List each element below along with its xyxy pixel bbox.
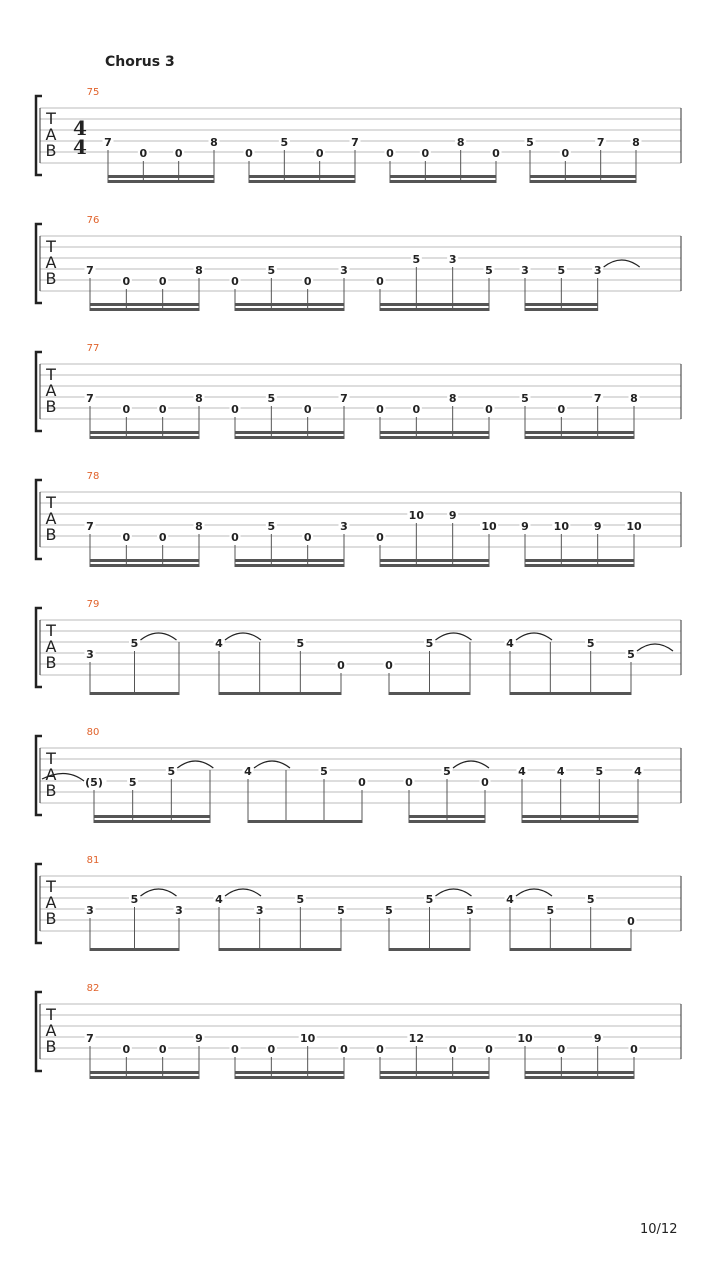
fret-number: 5 (586, 893, 595, 906)
tab-clef-letter: A (45, 509, 57, 528)
beam (235, 303, 344, 306)
fret-number: 5 (546, 904, 555, 917)
fret-number: 10 (626, 520, 642, 533)
beam (525, 1076, 634, 1079)
fret-number: 0 (376, 275, 384, 288)
fret-number: 9 (448, 509, 457, 522)
tie-arc (254, 761, 290, 768)
fret-number: 0 (303, 531, 312, 544)
fret-number: 0 (627, 915, 635, 928)
beam (530, 175, 636, 178)
measure-number: 76 (86, 215, 100, 226)
measure-number: 75 (86, 87, 100, 98)
fret-number: 3 (448, 253, 457, 266)
measure-number: 82 (86, 983, 100, 994)
tab-clef-letter: T (46, 877, 56, 896)
beam (380, 559, 489, 562)
beam (90, 431, 199, 434)
beam (219, 948, 341, 951)
fret-number: 7 (593, 392, 602, 405)
beam (409, 815, 485, 818)
fret-number: 0 (376, 403, 384, 416)
beam (380, 436, 489, 439)
beam (522, 820, 638, 823)
beam (90, 1071, 199, 1074)
tab-clef-letter: T (46, 493, 56, 512)
page-number: 10/12 (640, 1222, 678, 1237)
fret-number: 0 (376, 1043, 384, 1056)
measure-number: 80 (86, 727, 100, 738)
measure-number: 78 (86, 471, 100, 482)
beam (380, 308, 489, 311)
fret-number: 0 (385, 659, 393, 672)
fret-number: 9 (521, 520, 529, 533)
beam (380, 564, 489, 567)
fret-number: 7 (86, 520, 94, 533)
fret-number: 0 (158, 403, 167, 416)
fret-number: 3 (86, 648, 94, 661)
tab-clef-letter: B (45, 909, 57, 928)
beam (94, 815, 210, 818)
fret-number: 0 (158, 275, 167, 288)
measure-number: 81 (86, 855, 100, 866)
measure-number: 77 (86, 343, 100, 354)
beam (235, 431, 344, 434)
fret-number: 0 (412, 403, 421, 416)
fret-number: 4 (215, 637, 223, 650)
fret-number: 5 (296, 637, 305, 650)
tie-arc (453, 761, 489, 768)
tab-clef-letter: B (45, 141, 57, 160)
tab-clef-letter: A (45, 381, 57, 400)
tie-arc (225, 633, 261, 640)
fret-number: 5 (557, 264, 566, 277)
fret-number: 0 (561, 147, 570, 160)
beam (90, 303, 199, 306)
beam (249, 180, 355, 183)
measure-number: 79 (86, 599, 100, 610)
fret-number: 0 (485, 403, 493, 416)
fret-number: 3 (86, 904, 94, 917)
beam (525, 303, 598, 306)
fret-number: 0 (231, 403, 239, 416)
beam (389, 692, 470, 695)
beam (235, 1071, 344, 1074)
fret-number: 8 (632, 136, 640, 149)
tab-clef-letter: T (46, 1005, 56, 1024)
tie-arc (637, 644, 673, 651)
tie-arc (225, 889, 261, 896)
beam (219, 692, 341, 695)
beam (235, 559, 344, 562)
fret-number: 0 (315, 147, 324, 160)
beam (510, 948, 631, 951)
fret-number: 7 (340, 392, 348, 405)
fret-number: 5 (521, 392, 529, 405)
fret-number: 8 (630, 392, 638, 405)
tab-clef-letter: A (45, 765, 57, 784)
fret-number: 5 (627, 648, 635, 661)
fret-number: 0 (340, 1043, 348, 1056)
fret-number: 0 (448, 1043, 457, 1056)
fret-number: 0 (122, 275, 131, 288)
tie-arc (141, 889, 177, 896)
fret-number: 5 (443, 765, 451, 778)
tie-arc (516, 633, 552, 640)
fret-number: 0 (231, 1043, 239, 1056)
fret-number: 10 (408, 509, 424, 522)
fret-number: 0 (174, 147, 183, 160)
beam (380, 1071, 489, 1074)
tab-clef-letter: B (45, 525, 57, 544)
beam (90, 564, 199, 567)
fret-number: 7 (104, 136, 112, 149)
fret-number: 7 (86, 264, 94, 277)
fret-number: 8 (195, 392, 203, 405)
fret-number: 0 (405, 776, 413, 789)
fret-number: 0 (557, 1043, 566, 1056)
beam (389, 948, 470, 951)
fret-number: 10 (481, 520, 497, 533)
tie-arc (604, 260, 640, 267)
fret-number: 0 (303, 275, 312, 288)
beam (525, 559, 634, 562)
fret-number: 8 (195, 520, 203, 533)
fret-number: 0 (122, 531, 131, 544)
fret-number: 0 (231, 275, 239, 288)
fret-number: 0 (630, 1043, 638, 1056)
fret-number: 5 (267, 520, 276, 533)
fret-number: 7 (351, 136, 359, 149)
beam (380, 431, 489, 434)
beam (525, 564, 634, 567)
fret-number: 5 (337, 904, 345, 917)
fret-number: 3 (340, 264, 348, 277)
fret-number: 0 (267, 1043, 276, 1056)
beam (94, 820, 210, 823)
fret-number: 4 (506, 893, 514, 906)
fret-number: 5 (586, 637, 595, 650)
fret-number: 0 (492, 147, 500, 160)
beam (108, 180, 214, 183)
fret-number: 0 (421, 147, 430, 160)
fret-number: 8 (456, 136, 465, 149)
beam (90, 559, 199, 562)
beam (522, 815, 638, 818)
fret-number: 5 (296, 893, 305, 906)
tab-clef-letter: A (45, 125, 57, 144)
fret-number: 0 (485, 1043, 493, 1056)
beam (530, 180, 636, 183)
fret-number: 0 (481, 776, 489, 789)
fret-number: 10 (517, 1032, 533, 1045)
fret-number: 5 (167, 765, 176, 778)
beam (235, 308, 344, 311)
fret-number: 7 (596, 136, 605, 149)
tie-arc (436, 633, 472, 640)
fret-number: 4 (634, 765, 642, 778)
fret-number: 10 (553, 520, 569, 533)
tab-clef-letter: T (46, 109, 56, 128)
beam (380, 1076, 489, 1079)
beam (510, 692, 631, 695)
tab-clef-letter: T (46, 621, 56, 640)
beam (108, 175, 214, 178)
fret-number: 8 (210, 136, 218, 149)
fret-number: 0 (231, 531, 239, 544)
fret-number: 9 (593, 1032, 602, 1045)
fret-number: 4 (556, 765, 565, 778)
fret-number: 5 (425, 893, 434, 906)
tie-arc (177, 761, 213, 768)
fret-number: 3 (593, 264, 602, 277)
tab-clef-letter: T (46, 365, 56, 384)
fret-number: 3 (255, 904, 264, 917)
tab-clef-letter: T (46, 237, 56, 256)
fret-number: 3 (340, 520, 348, 533)
fret-number: 0 (122, 1043, 131, 1056)
beam (235, 564, 344, 567)
time-signature-bottom: 4 (73, 135, 87, 159)
fret-number: 5 (320, 765, 328, 778)
beam (525, 308, 598, 311)
fret-number: 10 (300, 1032, 316, 1045)
fret-number: 9 (195, 1032, 203, 1045)
fret-number: 0 (358, 776, 366, 789)
fret-number: 0 (337, 659, 345, 672)
fret-number: 0 (139, 147, 148, 160)
fret-number: 5 (267, 264, 276, 277)
beam (90, 308, 199, 311)
fret-number: 4 (518, 765, 526, 778)
fret-number: 0 (386, 147, 394, 160)
fret-number: 3 (175, 904, 183, 917)
beam (525, 1071, 634, 1074)
fret-number: 5 (385, 904, 393, 917)
fret-number: 0 (303, 403, 312, 416)
fret-number: 4 (506, 637, 514, 650)
fret-number: 0 (245, 147, 253, 160)
beam (390, 180, 496, 183)
fret-number: 7 (86, 392, 94, 405)
fret-number: 4 (244, 765, 252, 778)
beam (249, 175, 355, 178)
beam (409, 820, 485, 823)
tab-clef-letter: T (46, 749, 56, 768)
beam (248, 820, 362, 823)
fret-number: 4 (215, 893, 223, 906)
beam (90, 692, 179, 695)
fret-number: 5 (128, 776, 137, 789)
fret-number: 3 (521, 264, 529, 277)
fret-number: 5 (485, 264, 493, 277)
tab-clef-letter: B (45, 269, 57, 288)
time-signature-top: 4 (73, 116, 87, 140)
tab-clef-letter: B (45, 397, 57, 416)
fret-number: 0 (376, 531, 384, 544)
beam (390, 175, 496, 178)
beam (525, 431, 634, 434)
fret-number: 5 (526, 136, 534, 149)
tab-clef-letter: A (45, 893, 57, 912)
fret-number: 5 (130, 637, 139, 650)
tab-clef-letter: A (45, 1021, 57, 1040)
tab-clef-letter: A (45, 253, 57, 272)
fret-number: 5 (425, 637, 434, 650)
fret-number: 5 (280, 136, 289, 149)
tab-clef-letter: B (45, 1037, 57, 1056)
fret-number: 5 (466, 904, 474, 917)
beam (380, 303, 489, 306)
fret-number: 5 (412, 253, 421, 266)
beam (235, 436, 344, 439)
tie-arc (436, 889, 472, 896)
beam (90, 436, 199, 439)
beam (90, 1076, 199, 1079)
beam (525, 436, 634, 439)
fret-number: 0 (122, 403, 131, 416)
section-title: Chorus 3 (105, 54, 175, 70)
fret-number: 12 (408, 1032, 424, 1045)
fret-number: 0 (158, 531, 167, 544)
fret-number: 5 (595, 765, 604, 778)
beam (235, 1076, 344, 1079)
fret-number: 8 (195, 264, 203, 277)
fret-number: 0 (557, 403, 566, 416)
fret-number: 5 (130, 893, 139, 906)
fret-number: (5) (85, 776, 103, 789)
beam (90, 948, 179, 951)
fret-number: 7 (86, 1032, 94, 1045)
tab-clef-letter: A (45, 637, 57, 656)
fret-number: 0 (158, 1043, 167, 1056)
tab-clef-letter: B (45, 653, 57, 672)
tab-clef-letter: B (45, 781, 57, 800)
fret-number: 5 (267, 392, 276, 405)
tie-arc (141, 633, 177, 640)
fret-number: 9 (593, 520, 602, 533)
tie-arc (516, 889, 552, 896)
fret-number: 8 (448, 392, 457, 405)
